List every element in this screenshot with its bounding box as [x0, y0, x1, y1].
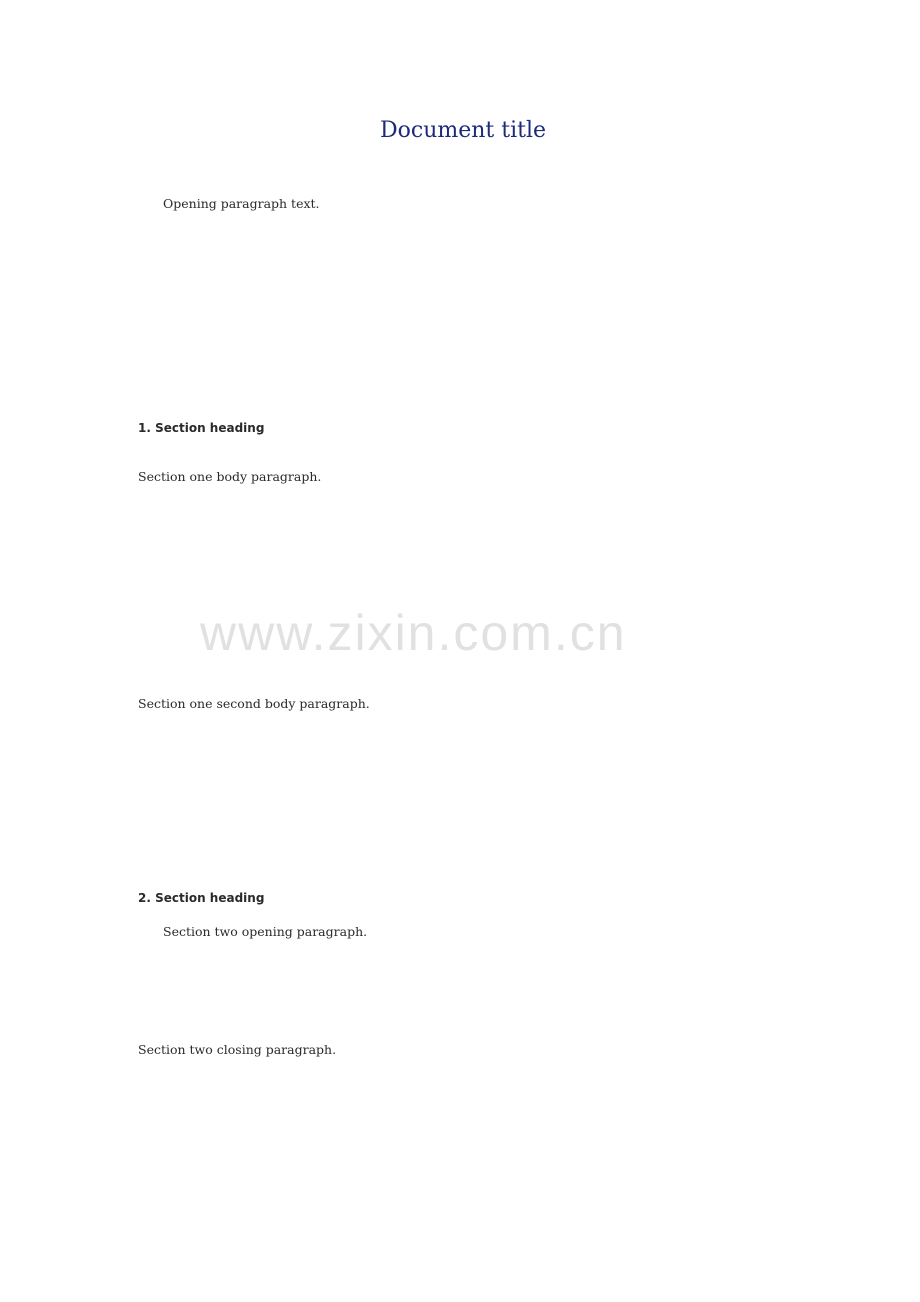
page-title: Document title [379, 118, 547, 143]
section-heading-1: 1. Section heading [138, 421, 265, 435]
body-paragraph: Section one body paragraph. [138, 469, 322, 484]
body-paragraph: Section one second body paragraph. [138, 696, 370, 711]
intro-paragraph: Opening paragraph text. [163, 196, 320, 211]
body-paragraph: Section two opening paragraph. [163, 924, 368, 939]
section-heading-2: 2. Section heading [138, 891, 265, 905]
body-paragraph: Section two closing paragraph. [138, 1042, 337, 1057]
watermark: www.zixin.com.cn [200, 605, 627, 661]
